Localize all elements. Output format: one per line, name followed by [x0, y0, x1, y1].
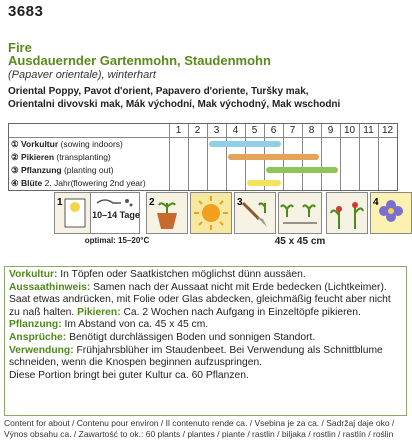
- instruction-icons: [54, 192, 398, 262]
- plant-name: Ausdauernder Gartenmohn, Staudenmohn: [8, 53, 271, 68]
- growing-plants-icon: [327, 193, 367, 233]
- pikieren-text: Ca. 2 Wochen nach Aufgang in Einzeltöpfe pikieren.: [120, 306, 361, 318]
- schedule-bar-vorkultur: [209, 141, 281, 147]
- schedule-bar-pikieren: [228, 154, 319, 160]
- schedule-row-label: ① Vorkultur (sowing indoors): [11, 139, 123, 149]
- verwendung-paragraph: [9, 345, 402, 370]
- pflanzung-text: Im Abstand von ca. 45 x 45 cm.: [61, 319, 209, 331]
- pikieren-label: Pikieren:: [74, 306, 121, 318]
- ansprueche-paragraph: [9, 332, 402, 345]
- pflanzung-label: Pflanzung:: [9, 319, 62, 331]
- spacing-label: 45 x 45 cm: [274, 236, 326, 247]
- month-header-7: 7: [289, 125, 296, 136]
- content-footer: [4, 418, 409, 439]
- month-header-9: 9: [327, 125, 334, 136]
- sun-icon: [191, 193, 231, 233]
- flower-icon: [371, 193, 411, 233]
- seed-packet-icon: [55, 193, 95, 233]
- step-1-number: 1: [57, 197, 63, 208]
- vorkultur-paragraph: [9, 269, 402, 282]
- schedule-bar-blüte: [247, 180, 281, 186]
- translated-names: [8, 85, 408, 111]
- month-header-6: 6: [270, 125, 277, 136]
- sowing-schedule-table: [8, 123, 398, 191]
- footer-line1: Content for about / Contenu pour environ / Il contenuto rende ca. / Vsebina je za ca. / Sadržaj daje oko /: [4, 418, 395, 428]
- month-header-2: 2: [194, 125, 201, 136]
- latin-name: (Papaver orientale), winterhart: [8, 69, 156, 81]
- variety-name: Fire: [8, 40, 32, 55]
- portion-text: Diese Portion bringt bei guter Kultur ca. 60 Pflanzen.: [9, 369, 249, 381]
- plant-spacing-icon: [279, 193, 321, 233]
- flowering-step-box: [370, 192, 412, 234]
- schedule-bar-pflanzung: [266, 167, 338, 173]
- aussaat-text: Samen nach der Aussaat nicht mit Erde bedecken (Lichtkeimer). Saat etwas andrücken, mit Folie oder Glas abdecken, gleichmäßig feucht aber nicht zu naß halten.: [9, 281, 391, 318]
- vorkultur-label: Vorkultur:: [9, 269, 58, 280]
- month-header-1: 1: [175, 125, 182, 136]
- verwendung-label: Verwendung:: [9, 344, 74, 356]
- sun-box: [190, 192, 232, 234]
- flower-pot-icon: [147, 193, 187, 233]
- planting-step-box: [234, 192, 276, 234]
- step-2-number: 2: [149, 197, 155, 208]
- translated-names-line1: Oriental Poppy, Pavot d'orient, Papavero d'oriente, Turšky mak,: [8, 86, 309, 97]
- schedule-row-label: ④ Blüte 2. Jahr(flowering 2nd year): [11, 178, 146, 188]
- spacing-box: [278, 192, 322, 234]
- schedule-row-label: ② Pikieren (transplanting): [11, 152, 111, 162]
- translated-names-line2: Orientalni divovski mak, Mák východní, Mak východný, Mak wschodni: [8, 99, 341, 110]
- verwendung-text: Frühjahrsblüher im Staudenbeet. Bei Verwendung als Schnittblume schneiden, wenn die Knospen beginnen aufzuspringen.: [9, 344, 383, 369]
- step-4-number: 4: [373, 197, 379, 208]
- article-number: 3683: [8, 3, 44, 20]
- month-header-11: 11: [363, 125, 374, 136]
- step-3-number: 3: [237, 197, 243, 208]
- month-header-3: 3: [213, 125, 220, 136]
- month-header-5: 5: [251, 125, 258, 136]
- ansprueche-text: Benötigt durchlässigen Boden und sonnigen Standort.: [66, 331, 316, 343]
- month-header-12: 12: [381, 125, 394, 136]
- trowel-icon: [235, 193, 275, 233]
- growing-instructions: [4, 266, 407, 416]
- aussaat-label: Aussaathinweis:: [9, 281, 91, 293]
- month-header-10: 10: [343, 125, 356, 136]
- aussaat-paragraph: [9, 282, 402, 332]
- month-header-4: 4: [232, 125, 239, 136]
- germination-days: 10–14 Tage: [92, 210, 140, 220]
- schedule-row-label: ③ Pflanzung (planting out): [11, 165, 114, 175]
- pricking-step-box: [146, 192, 188, 234]
- month-header-8: 8: [308, 125, 315, 136]
- ansprueche-label: Ansprüche:: [9, 331, 67, 343]
- footer-line2: Výnos obsahu ca. / Zawartość to ok.: 60 plants / plantes / piante / rastlin / biljaka / rostlin / rastlín / roślin: [4, 428, 394, 439]
- vorkultur-text: In Töpfen oder Saatkistchen möglichst dünn aussäen.: [57, 269, 306, 280]
- optimal-temperature: optimal: 15–20°C: [84, 236, 150, 245]
- growing-box: [326, 192, 368, 234]
